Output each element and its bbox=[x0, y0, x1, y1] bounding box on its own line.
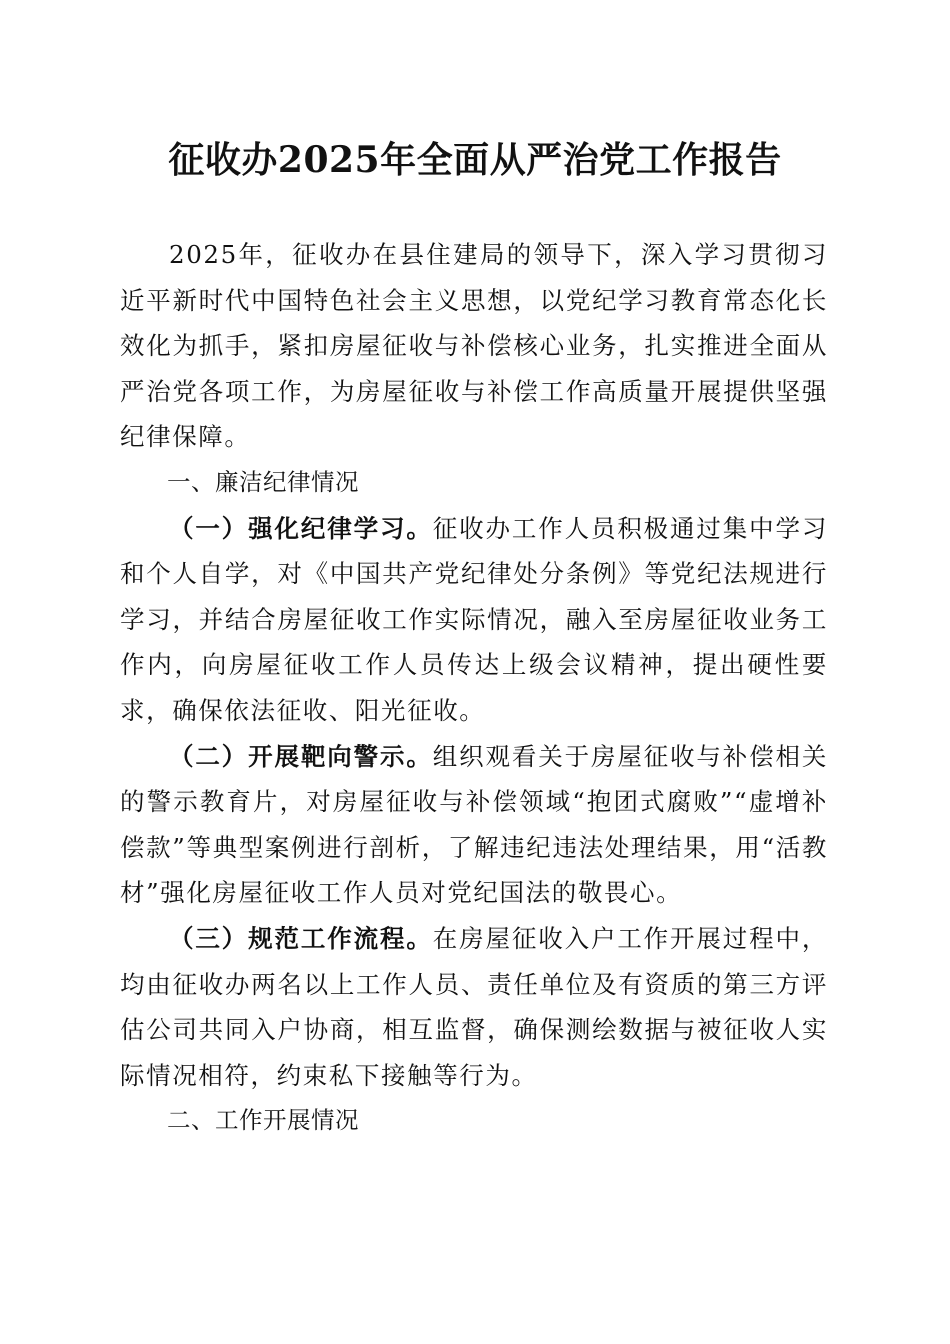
item-lead-3: （三）规范工作流程。 bbox=[169, 923, 433, 953]
intro-paragraph: 2025年，征收办在县住建局的领导下，深入学习贯彻习近平新时代中国特色社会主义思想，以党纪学习教育常态化长效化为抓手，紧扣房屋征收与补偿核心业务，扎实推进全面从严治党各项工作，为房屋征收与补偿工作高质量开展提供坚强纪律保障。 bbox=[120, 240, 828, 452]
item-lead-2: （二）开展靶向警示。 bbox=[169, 741, 433, 771]
section-heading-1: 一、廉洁纪律情况 bbox=[167, 467, 359, 496]
item-paragraph-3 bbox=[120, 916, 828, 1098]
item-paragraph-1 bbox=[120, 506, 828, 734]
item-text-3: 在房屋征收入户工作开展过程中，均由征收办两名以上工作人员、责任单位及有资质的第三方评估公司共同入户协商，相互监督，确保测绘数据与被征收人实际情况相符，约束私下接触等行为。 bbox=[120, 923, 829, 1090]
document-body bbox=[120, 232, 828, 1144]
item-lead-1: （一）强化纪律学习。 bbox=[169, 513, 433, 543]
item-paragraph-2 bbox=[120, 734, 828, 916]
section-heading-2: 二、工作开展情况 bbox=[167, 1106, 359, 1135]
document-title: 征收办2025年全面从严治党工作报告 bbox=[168, 139, 782, 181]
item-text-2: 组织观看关于房屋征收与补偿相关的警示教育片，对房屋征收与补偿领域“抱团式腐败”“虚增补偿款”等典型案例进行剖析，了解违纪违法处理结果，用“活教材”强化房屋征收工作人员对党纪国法的敬畏心。 bbox=[120, 741, 829, 908]
item-text-1: 征收办工作人员积极通过集中学习和个人自学，对《中国共产党纪律处分条例》等党纪法规进行学习，并结合房屋征收工作实际情况，融入至房屋征收业务工作内，向房屋征收工作人员传达上级会议精神，提出硬性要求，确保依法征收、阳光征收。 bbox=[120, 513, 829, 725]
